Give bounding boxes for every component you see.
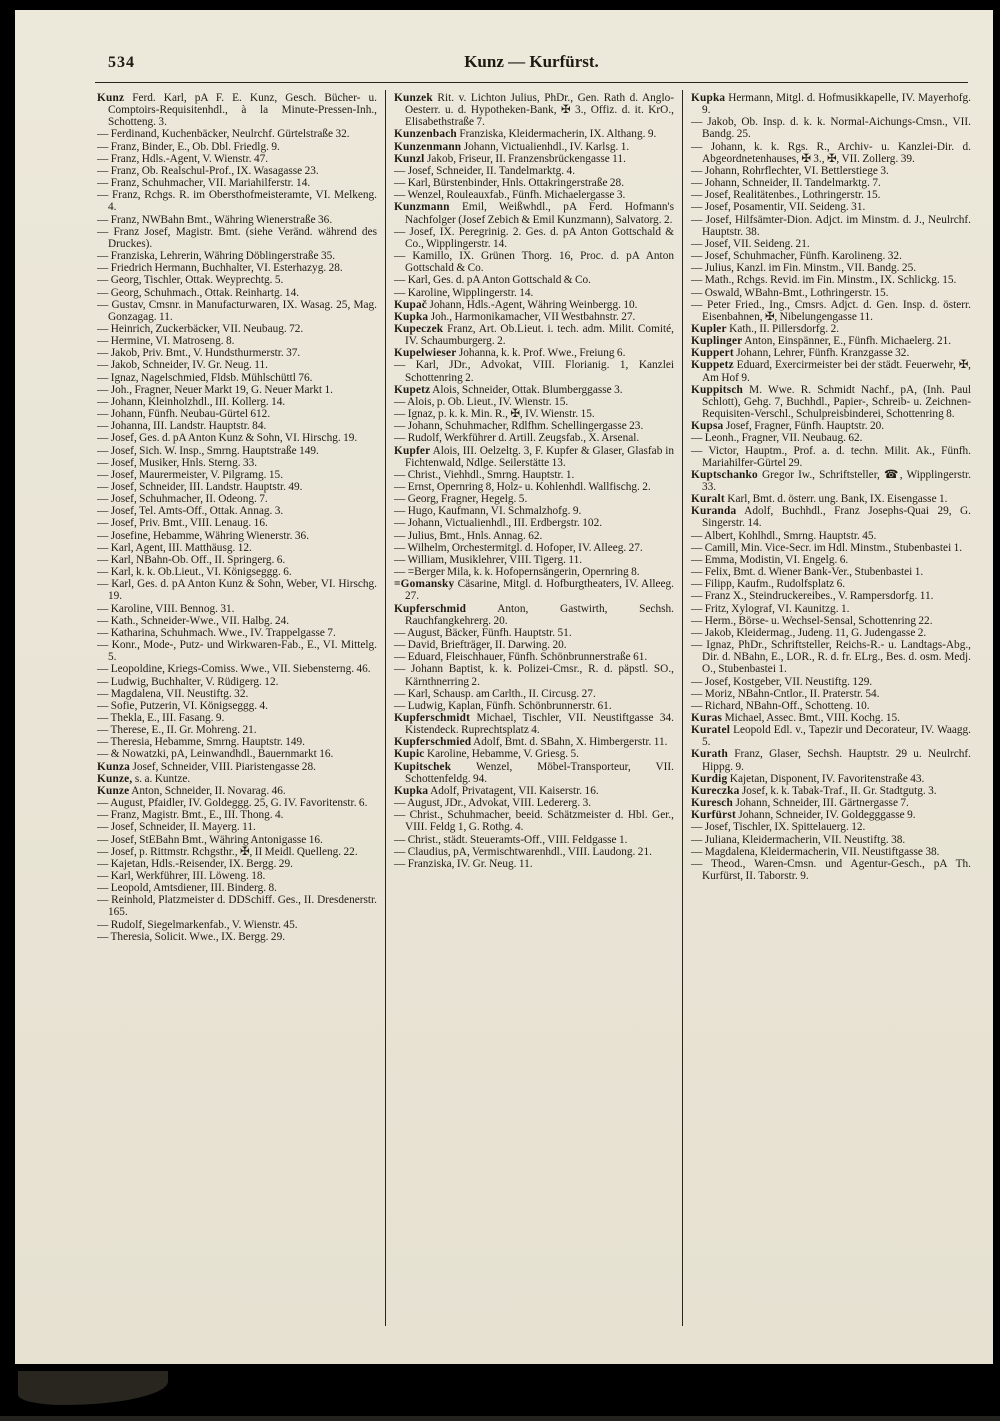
entry-surname: Kupfer — [394, 444, 431, 457]
directory-entry: — Franz, Binder, E., Ob. Dbl. Friedlg. 9. — [97, 140, 280, 153]
directory-entry: Kuptschanko Gregor Iw., Schriftsteller, ☎, Wipplingerstr. 33. — [691, 468, 971, 493]
directory-entry: — Karl, Schausp. am Carlth., II. Circusg. 27. — [394, 687, 596, 700]
directory-entry: Kuranda Adolf, Buchhdl., Franz Josephs-Quai 29, G. Singerstr. 14. — [691, 505, 971, 530]
directory-entry: — Victor, Hauptm., Prof. a. d. techn. Milit. Ak., Fünfh. Mariahilfer-Gürtel 29. — [691, 444, 971, 469]
directory-entry: — Karl, k. k. Ob.Lieut., VI. Königseggg. 6. — [97, 566, 292, 579]
directory-entry: — Eduard, Fleischhauer, Fünfh. Schönbrunnerstraße 61. — [394, 651, 648, 664]
entry-surname: Kuppert — [691, 347, 734, 360]
directory-entry: Kureczka Josef, k. k. Tabak-Traf., II. Gr. Stadtgutg. 3. — [691, 784, 937, 797]
directory-entry: Kupka Adolf, Privatagent, VII. Kaiserstr. 16. — [394, 784, 599, 797]
entry-surname: Kuptschanko — [691, 468, 758, 481]
directory-entry: — & Nowatzki, pA, Leinwandhdl., Bauernmarkt 16. — [97, 748, 334, 761]
directory-entry: — Gustav, Cmsnr. in Manufacturwaren, IX. Wasag. 25, Mag. Gonzagag. 11. — [97, 298, 377, 323]
directory-entry: Kurath Franz, Glaser, Sechsh. Hauptstr. 29 u. Neulrchf. Hippg. 9. — [691, 748, 971, 773]
scan-edge — [0, 1416, 1000, 1421]
entry-surname: Kuplinger — [691, 335, 743, 348]
entry-surname: Kupferschmied — [394, 736, 472, 749]
directory-entry: — Josef, Maurermeister, V. Pilgramg. 15. — [97, 468, 284, 481]
directory-entry: — Franziska, IV. Gr. Neug. 11. — [394, 857, 533, 870]
directory-entry: Kurdig Kajetan, Disponent, IV. Favoritenstraße 43. — [691, 772, 925, 785]
directory-entry: — Karoline, Wipplingerstr. 14. — [394, 286, 534, 299]
directory-entry: Kupferschmid Anton, Gastwirth, Sechsh. Rauchfangkehrerg. 20. — [394, 602, 674, 627]
entry-surname: Kupferschmid — [394, 602, 467, 615]
directory-entry: — Georg, Fragner, Hegelg. 5. — [394, 493, 528, 506]
directory-entry: — Richard, NBahn-Off., Schotteng. 10. — [691, 699, 870, 712]
entry-surname: =Gomansky — [394, 578, 455, 591]
directory-entry: Kunzl Jakob, Friseur, II. Franzensbrückengasse 11. — [394, 152, 626, 165]
directory-entry: Kuppert Johann, Lehrer, Fünfh. Kranzgasse 32. — [691, 347, 910, 360]
page-title: Kunz — Kurfürst. — [464, 52, 599, 71]
directory-entry: — Karl, Bürstenbinder, Hnls. Ottakringerstraße 28. — [394, 177, 625, 190]
directory-entry: — Franz X., Steindruckereibes., V. Rampersdorfg. 11. — [691, 590, 934, 603]
directory-entry: — Josef, Ges. d. pA Anton Kunz & Sohn, VI. Hirschg. 19. — [97, 432, 358, 445]
directory-entry: — Christ., Schuhmacher, beeid. Schätzmeister d. Hbl. Ger., VIII. Feldg 1, G. Rothg. 4. — [394, 809, 674, 834]
directory-entry: — Johann, Schuhmacher, Rdlfhm. Schellingergasse 23. — [394, 420, 644, 433]
entry-surname: Kupelwieser — [394, 347, 457, 360]
directory-entry: — David, Briefträger, II. Darwing. 20. — [394, 639, 567, 652]
directory-entry: — Therese, E., II. Gr. Mohreng. 21. — [97, 724, 257, 737]
directory-entry: — Katharina, Schuhmach. Wwe., IV. Trappelgasse 7. — [97, 626, 336, 639]
entry-surname: Kupetz — [394, 383, 431, 396]
directory-entry: Kuppetz Eduard, Exercirmeister bei der städt. Feuerwehr, ✠, Am Hof 9. — [691, 359, 971, 384]
entry-surname: Kupka — [691, 92, 726, 104]
directory-entry: — Magdalena, Kleidermacherin, VII. Neustiftgasse 38. — [691, 845, 940, 858]
directory-entry: Kunz Ferd. Karl, pA F. E. Kunz, Gesch. Bücher- u. Comptoirs-Requisitenhdl., à la Minute-Pressen-Inh., Schotteng. 3. — [97, 92, 377, 129]
entry-surname: Kuresch — [691, 797, 733, 810]
directory-entry: — Jakob, Kleidermag., Judeng. 11, G. Judengasse 2. — [691, 626, 927, 639]
directory-entry: — Emma, Modistin, VI. Engelg. 6. — [691, 553, 849, 566]
page-corner-curl — [18, 1371, 168, 1405]
directory-entry: — Heinrich, Zuckerbäcker, VII. Neubaug. 72. — [97, 322, 304, 335]
directory-entry: — Hugo, Kaufmann, VI. Schmalzhofg. 9. — [394, 505, 582, 518]
directory-column-3 — [682, 90, 971, 1326]
directory-entry: Kupic Karoline, Hebamme, V. Griesg. 5. — [394, 748, 579, 761]
directory-entry: — August, Bäcker, Fünfh. Hauptstr. 51. — [394, 626, 572, 639]
directory-entry: — Felix, Bmt. d. Wiener Bank-Ver., Stubenbastei 1. — [691, 566, 924, 579]
directory-entry: — Josef, Tischler, IX. Spittelauerg. 12. — [691, 821, 866, 834]
directory-entry: — Josef, Musiker, Hnls. Sterng. 33. — [97, 456, 258, 469]
directory-entry: — Josef, VII. Seideng. 21. — [691, 237, 810, 250]
directory-entry: — Hermine, VI. Matroseng. 8. — [97, 335, 235, 348]
directory-entry: — Georg, Schuhmach., Ottak. Reinhartg. 14. — [97, 286, 300, 299]
directory-column-2 — [385, 90, 682, 1326]
directory-entry: — Julius, Kanzl. im Fin. Minstm., VII. Bandg. 25. — [691, 262, 917, 275]
page-number: 534 — [108, 54, 135, 71]
directory-entry: — Karl, NBahn-Ob. Off., II. Springerg. 6. — [97, 553, 286, 566]
entry-surname: Kunzl — [394, 152, 425, 165]
entry-surname: Kureczka — [691, 784, 740, 797]
entry-surname: Kuratel — [691, 724, 731, 737]
directory-entry: — Juliana, Kleidermacherin, VII. Neustiftg. 38. — [691, 833, 906, 846]
directory-entry: — Magdalena, VII. Neustiftg. 32. — [97, 687, 249, 700]
entry-surname: Kupitschek — [394, 760, 452, 773]
directory-entry: Kunzmann Emil, Weißwhdl., pA Ferd. Hofmann's Nachfolger (Josef Zebich & Emil Kunzmann), Salvatorg. 2. — [394, 201, 674, 226]
directory-entry: — Franz, Rchgs. R. im Obersthofmeisteramte, VI. Melkeng. 4. — [97, 189, 377, 214]
entry-surname: Kupic — [394, 748, 425, 761]
directory-entry: — Julius, Bmt., Hnls. Annag. 62. — [394, 529, 543, 542]
directory-entry: — =Berger Mila, k. k. Hofopernsängerin, Opernring 8. — [394, 566, 640, 579]
directory-entry: — Josef, Priv. Bmt., VIII. Lenaug. 16. — [97, 517, 268, 530]
directory-entry: Kunzek Rit. v. Lichton Julius, PhDr., Gen. Rath d. Anglo-Oesterr. u. d. Hypotheken-Bank, ✠ 3., Offiz. d. it. KrO., Elisabethstraße 7. — [394, 92, 674, 129]
directory-entry: Kupferschmied Adolf, Bmt. d. SBahn, X. Himbergerstr. 11. — [394, 736, 668, 749]
directory-entry: — Moriz, NBahn-Cntlor., II. Praterstr. 54. — [691, 687, 880, 700]
entry-surname: Kupač — [394, 298, 428, 311]
directory-entry: — Kath., Schneider-Wwe., VII. Halbg. 24. — [97, 614, 290, 627]
directory-entry: — Josef, Schuhmacher, Fünfh. Karolineng. 32. — [691, 250, 902, 263]
directory-entry: — Theresia, Hebamme, Smrng. Hauptstr. 149. — [97, 736, 306, 749]
directory-columns — [97, 90, 971, 1326]
directory-entry: Kunze Anton, Schneider, II. Novarag. 46. — [97, 784, 286, 797]
directory-entry: — Wilhelm, Orchestermitgl. d. Hofoper, IV. Alleeg. 27. — [394, 541, 643, 554]
directory-entry: — Reinhold, Platzmeister d. DDSchiff. Ges., II. Dresdenerstr. 165. — [97, 894, 377, 919]
entry-surname: Kunze, — [97, 772, 133, 785]
directory-entry: — Josef, Tel. Amts-Off., Ottak. Annag. 3. — [97, 505, 284, 518]
directory-entry: Kuresch Johann, Schneider, III. Gärtnergasse 7. — [691, 797, 909, 810]
entry-surname: Kupler — [691, 322, 727, 335]
directory-entry: — Georg, Tischler, Ottak. Weyprechtg. 5. — [97, 274, 284, 287]
directory-entry: — Karl, Ges. d. pA Anton Gottschald & Co. — [394, 274, 591, 287]
directory-column-1 — [97, 90, 385, 1326]
directory-entry: — Josef, Schuhmacher, II. Odeong. 7. — [97, 493, 268, 506]
directory-entry: Kuplinger Anton, Einspänner, E., Fünfh. Michaelerg. 21. — [691, 335, 952, 348]
entry-surname: Kunzenbach — [394, 128, 457, 141]
directory-entry: — Christ., Viehhdl., Smrng. Hauptstr. 1. — [394, 468, 575, 481]
directory-entry: — Leonh., Fragner, VII. Neubaug. 62. — [691, 432, 863, 445]
directory-entry: — Josef, Schneider, III. Landstr. Hauptstr. 49. — [97, 481, 303, 493]
directory-entry: — William, Musiklehrer, VIII. Tigerg. 11. — [394, 553, 583, 566]
directory-entry: — Johann, Rohrflechter, VI. Bettlerstiege 3. — [691, 164, 889, 177]
entry-surname: Kuralt — [691, 493, 725, 506]
directory-entry: — Josef, Schneider, II. Tandelmarktg. 4. — [394, 164, 576, 177]
directory-entry: — Johann, Fünfh. Neubau-Gürtel 612. — [97, 408, 271, 421]
directory-entry: Kuralt Karl, Bmt. d. österr. ung. Bank, IX. Eisengasse 1. — [691, 493, 948, 506]
entry-surname: Kupka — [394, 784, 429, 797]
directory-entry: — Fritz, Xylograf, VI. Kaunitzg. 1. — [691, 602, 850, 615]
directory-entry: — Jakob, Ob. Insp. d. k. k. Normal-Aichungs-Cmsn., VII. Bandg. 25. — [691, 116, 971, 141]
directory-entry: Kupka Hermann, Mitgl. d. Hofmusikkapelle, IV. Mayerhofg. 9. — [691, 92, 971, 117]
entry-surname: Kuranda — [691, 505, 737, 518]
directory-entry: — Franz, NWBahn Bmt., Währing Wienerstraße 36. — [97, 213, 333, 226]
directory-entry: — August, JDr., Advokat, VIII. Ledererg. 3. — [394, 797, 592, 810]
directory-entry: — Johann, Schneider, II. Tandelmarktg. 7. — [691, 177, 881, 190]
directory-entry: — Kajetan, Hdls.-Reisender, IX. Bergg. 29. — [97, 857, 293, 870]
directory-entry: — Camill, Min. Vice-Secr. im Hdl. Minstm., Stubenbastei 1. — [691, 541, 963, 554]
directory-entry: — Johann Baptist, k. k. Polizei-Cmsr., R. d. päpstl. SO., Kärnthnerring 2. — [394, 663, 674, 688]
directory-entry: — Josef, Hilfsämter-Dion. Adjct. im Minstm. d. J., Neulrchf. Hauptstr. 38. — [691, 213, 971, 238]
directory-entry: — Josef, p. Rittmstr. Rchgsthr., ✠, II Meidl. Quelleng. 22. — [97, 845, 358, 858]
directory-entry: — Karoline, VIII. Bennog. 31. — [97, 602, 235, 615]
directory-entry: — Joh., Fragner, Neuer Markt 19, G. Neuer Markt 1. — [97, 383, 333, 396]
entry-surname: Kunz — [97, 92, 125, 104]
directory-entry: — Ludwig, Kaplan, Fünfh. Schönbrunnerstr. 61. — [394, 699, 612, 712]
directory-entry: — Josef, StEBahn Bmt., Währing Antonigasse 16. — [97, 833, 323, 846]
directory-entry: Kuras Michael, Assec. Bmt., VIII. Kochg. 15. — [691, 711, 900, 724]
directory-entry: — Leopold, Amtsdiener, III. Binderg. 8. — [97, 882, 277, 895]
directory-entry: — Jakob, Priv. Bmt., V. Hundsthurmerstr. 37. — [97, 347, 301, 360]
directory-entry: — Christ., städt. Steueramts-Off., VIII. Feldgasse 1. — [394, 833, 628, 846]
directory-entry: — Ignaz, PhDr., Schriftsteller, Reichs-R.- u. Landtags-Abg., Dir. d. NBahn, E., LOR., R. d. fr. ELrg., Bes. d. osm. Medj. O., Stubenbastei 1. — [691, 639, 971, 676]
directory-entry: — Oswald, WBahn-Bmt., Lothringerstr. 15. — [691, 286, 889, 299]
entry-surname: Kurfürst — [691, 809, 736, 822]
entry-surname: Kuppetz — [691, 359, 734, 372]
entry-surname: Kuppitsch — [691, 383, 744, 396]
directory-entry: Kunza Josef, Schneider, VIII. Piaristengasse 28. — [97, 760, 316, 773]
directory-entry: — Thekla, E., III. Fasang. 9. — [97, 711, 225, 724]
directory-entry: Kupač Johann, Hdls.-Agent, Währing Weinbergg. 10. — [394, 298, 638, 311]
directory-entry: — Rudolf, Werkführer d. Artill. Zeugsfab., X. Arsenal. — [394, 432, 640, 445]
directory-entry: — Josef, Posamentir, VII. Seideng. 31. — [691, 201, 866, 214]
header-rule — [95, 82, 968, 83]
directory-entry: — Ignaz, p. k. k. Min. R., ✠, IV. Wienstr. 15. — [394, 408, 595, 421]
directory-entry: — Josef, Sich. W. Insp., Smrng. Hauptstraße 149. — [97, 444, 319, 457]
directory-entry: Kupelwieser Johanna, k. k. Prof. Wwe., Freiung 6. — [394, 347, 626, 360]
directory-entry: — Ernst, Opernring 8, Holz- u. Kohlenhdl. Wallfischg. 2. — [394, 481, 651, 493]
directory-entry: — Franz, Hdls.-Agent, V. Wienstr. 47. — [97, 152, 269, 165]
directory-entry: — Franz, Ob. Realschul-Prof., IX. Wasagasse 23. — [97, 164, 319, 177]
directory-entry: — Franz, Schuhmacher, VII. Mariahilferstr. 14. — [97, 177, 311, 190]
directory-entry: — Claudius, pA, Vermischtwarenhdl., VIII. Laudong. 21. — [394, 845, 652, 858]
entry-surname: Kupka — [394, 310, 429, 323]
directory-entry: — Johann, Victualienhdl., III. Erdbergstr. 102. — [394, 517, 603, 530]
directory-entry: Kupetz Alois, Schneider, Ottak. Blumberggasse 3. — [394, 383, 623, 396]
entry-surname: Kurdig — [691, 772, 728, 785]
directory-entry: Kuratel Leopold Edl. v., Tapezir und Decorateur, IV. Waagg. 5. — [691, 724, 971, 749]
directory-entry: — Johann, k. k. Rgs. R., Archiv- u. Kanzlei-Dir. d. Abgeordnetenhauses, ✠ 3., ✠, VII. Zollerg. 39. — [691, 140, 971, 165]
entry-surname: Kunza — [97, 760, 131, 773]
directory-entry: — Karl, Agent, III. Matthäusg. 12. — [97, 541, 252, 554]
entry-surname: Kupferschmidt — [394, 711, 471, 724]
directory-entry: — Sofie, Putzerin, VI. Königseggg. 4. — [97, 699, 268, 712]
directory-entry: — Franz Josef, Magistr. Bmt. (siehe Veränd. während des Druckes). — [97, 225, 377, 250]
directory-entry: Kupeczek Franz, Art. Ob.Lieut. i. tech. adm. Milit. Comité, IV. Schaumburgerg. 2. — [394, 322, 674, 348]
directory-entry: — Ignaz, Nagelschmied, Fldsb. Mühlschüttl 76. — [97, 371, 313, 384]
directory-entry: — Ferdinand, Kuchenbäcker, Neulrchf. Gürtelstraße 32. — [97, 128, 350, 141]
directory-entry: — Josefine, Hebamme, Währing Wienerstr. 36. — [97, 529, 310, 542]
entry-surname: Kuras — [691, 711, 723, 724]
directory-entry: Kupsa Josef, Fragner, Fünfh. Hauptstr. 20. — [691, 420, 885, 433]
directory-entry: — Friedrich Hermann, Buchhalter, VI. Esterhazyg. 28. — [97, 262, 343, 275]
directory-entry: — Franziska, Lehrerin, Währing Döblingerstraße 35. — [97, 250, 336, 263]
directory-entry: — Karl, Werkführer, III. Löweng. 18. — [97, 870, 266, 882]
directory-entry: Kunze, s. a. Kuntze. — [97, 772, 191, 785]
directory-entry: — Konr., Mode-, Putz- und Wirkwaren-Fab., E., VI. Mittelg. 5. — [97, 639, 377, 664]
directory-entry: — Herm., Börse- u. Wechsel-Sensal, Schottenring 22. — [691, 614, 933, 627]
entry-surname: Kunzmann — [394, 201, 450, 214]
directory-entry: — Josef, IX. Peregrinig. 2. Ges. d. pA Anton Gottschald & Co., Wipplingerstr. 14. — [394, 225, 674, 250]
entry-surname: Kunzek — [394, 92, 433, 104]
directory-entry: — Karl, JDr., Advokat, VIII. Florianig. 1, Kanzlei Schottenring 2. — [394, 359, 674, 384]
directory-entry: — Johanna, III. Landstr. Hauptstr. 84. — [97, 420, 267, 433]
directory-entry: Kunzenbach Franziska, Kleidermacherin, IX. Althang. 9. — [394, 128, 657, 141]
directory-entry: Kupitschek Wenzel, Möbel-Transporteur, VII. Schottenfeldg. 94. — [394, 760, 674, 785]
directory-entry: Kuppitsch M. Wwe. R. Schmidt Nachf., pA, (Inh. Paul Schlott), Gehg. 7, Buchhdl., Papier-, Schreib- u. Zeichnen-Requisiten-Verschl., Schulpreisbinderei, Schottenring 8. — [691, 383, 971, 421]
directory-entry: — Math., Rchgs. Revid. im Fin. Minstm., IX. Schlickg. 15. — [691, 274, 957, 287]
entry-surname: Kunzenmann — [394, 140, 462, 153]
directory-entry: — Kamillo, IX. Grünen Thorg. 16, Proc. d. pA Anton Gottschald & Co. — [394, 250, 674, 275]
directory-entry: — Ludwig, Buchhalter, V. Rüdigerg. 12. — [97, 675, 279, 688]
directory-entry: — Johann, Kleinholzhdl., III. Kollerg. 14. — [97, 395, 286, 408]
page-scan-paper — [15, 10, 993, 1364]
directory-entry: Kunzenmann Johann, Victualienhdl., IV. Karlsg. 1. — [394, 140, 630, 153]
entry-surname: Kunze — [97, 784, 130, 797]
entry-surname: Kurath — [691, 748, 728, 761]
entry-surname: Kupeczek — [394, 322, 444, 335]
directory-entry: Kupka Joh., Harmonikamacher, VII Westbahnstr. 27. — [394, 310, 636, 323]
directory-entry: — Theod., Waren-Cmsn. und Agentur-Gesch., pA Th. Kurfürst, II. Taborstr. 9. — [691, 857, 971, 882]
directory-entry: Kupfer Alois, III. Oelzeltg. 3, F. Kupfer & Glaser, Glasfab in Fichtenwald, Ndlge. Seilerstätte 13. — [394, 444, 674, 469]
entry-surname: Kupsa — [691, 420, 724, 433]
directory-entry: — Peter Fried., Ing., Cmsrs. Adjct. d. Gen. Insp. d. österr. Eisenbahnen, ✠, Nibelungengasse 11. — [691, 298, 971, 323]
directory-entry: — Jakob, Schneider, IV. Gr. Neug. 11. — [97, 359, 268, 372]
directory-entry: Kupler Kath., II. Pillersdorfg. 2. — [691, 322, 840, 335]
directory-entry: — Karl, Ges. d. pA Anton Kunz & Sohn, Weber, VI. Hirschg. 19. — [97, 578, 377, 603]
directory-entry: — Wenzel, Rouleauxfab., Fünfh. Michaelergasse 3. — [394, 189, 626, 202]
directory-entry: — August, Pfaidler, IV. Goldeggg. 25, G. IV. Favoritenstr. 6. — [97, 797, 368, 810]
directory-entry: — Josef, Schneider, II. Mayerg. 11. — [97, 821, 256, 834]
directory-entry: — Theresia, Solicit. Wwe., IX. Bergg. 29. — [97, 930, 286, 943]
directory-entry: Kurfürst Johann, Schneider, IV. Goldegggasse 9. — [691, 809, 916, 822]
directory-entry: — Josef, Realitätenbes., Lothringerstr. 15. — [691, 189, 881, 202]
directory-entry: — Filipp, Kaufm., Rudolfsplatz 6. — [691, 578, 846, 591]
directory-entry: — Franz, Magistr. Bmt., E., III. Thong. 4. — [97, 809, 284, 822]
directory-entry: =Gomansky Cäsarine, Mitgl. d. Hofburgtheaters, IV. Alleeg. 27. — [394, 578, 674, 603]
directory-entry: — Josef, Kostgeber, VII. Neustiftg. 129. — [691, 675, 873, 688]
directory-entry: — Rudolf, Siegelmarkenfab., V. Wienstr. 45. — [97, 918, 298, 931]
directory-entry: — Leopoldine, Kriegs-Comiss. Wwe., VII. Siebensterng. 46. — [97, 663, 371, 676]
directory-entry: — Alois, p. Ob. Lieut., IV. Wienstr. 15. — [394, 395, 569, 408]
directory-entry: Kupferschmidt Michael, Tischler, VII. Neustiftgasse 34. Kistendeck. Ruprechtsplatz 4. — [394, 711, 674, 737]
directory-entry: — Albert, Kohlhdl., Smrng. Hauptstr. 45. — [691, 529, 877, 542]
